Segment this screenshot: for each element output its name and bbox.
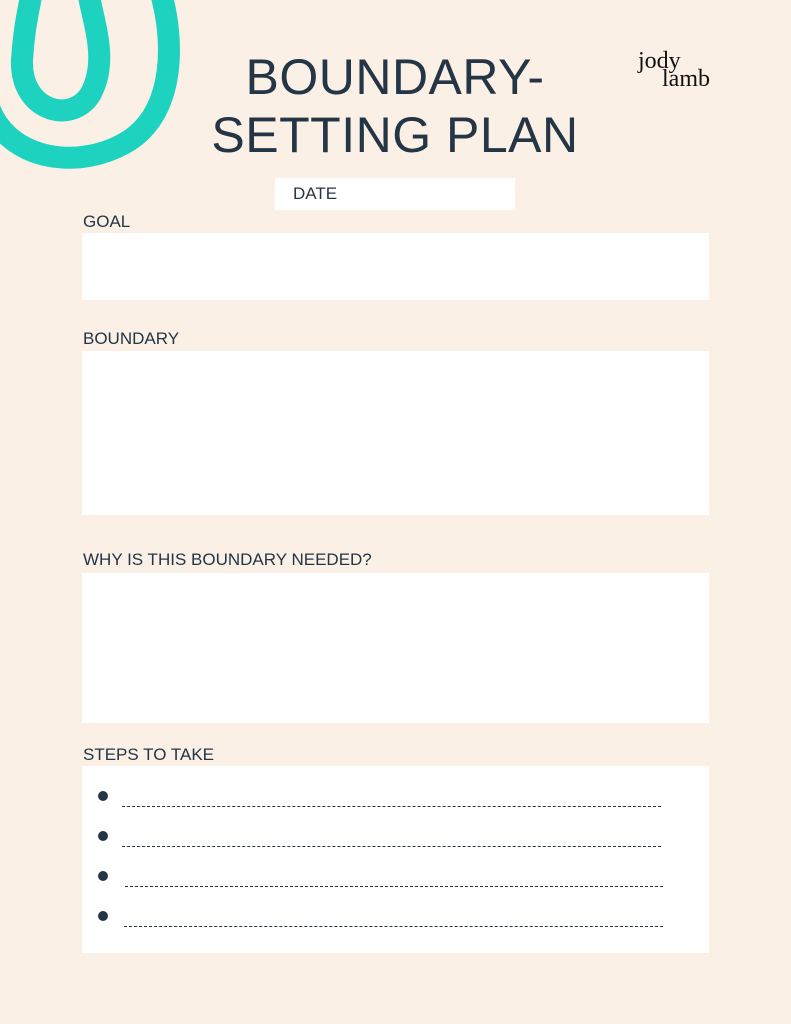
boundary-label: BOUNDARY xyxy=(83,329,180,348)
steps-label: STEPS TO TAKE xyxy=(83,745,215,764)
step-line xyxy=(122,806,661,807)
step-line xyxy=(122,846,661,847)
title-line-1: BOUNDARY- xyxy=(245,49,545,105)
page-title xyxy=(170,48,620,164)
why-field[interactable] xyxy=(82,573,709,723)
title-line-2: SETTING PLAN xyxy=(211,107,579,163)
bullet-icon xyxy=(98,871,108,881)
why-label: WHY IS THIS BOUNDARY NEEDED? xyxy=(83,550,372,569)
bullet-icon xyxy=(98,831,108,841)
step-line xyxy=(124,926,663,927)
logo-text-bottom: lamb xyxy=(662,66,710,92)
step-line xyxy=(125,886,663,887)
goal-field[interactable] xyxy=(82,233,709,300)
step-item-3[interactable] xyxy=(82,871,709,893)
date-field[interactable] xyxy=(275,178,515,210)
bullet-icon xyxy=(98,911,108,921)
logo-text-top: jody xyxy=(638,48,681,74)
steps-list xyxy=(82,766,709,953)
date-label: DATE xyxy=(293,184,338,203)
jody-lamb-logo xyxy=(636,44,736,92)
bullet-icon xyxy=(98,791,108,801)
step-item-1[interactable] xyxy=(82,791,709,813)
goal-label: GOAL xyxy=(83,212,131,231)
boundary-field[interactable] xyxy=(82,351,709,515)
step-item-2[interactable] xyxy=(82,831,709,853)
step-item-4[interactable] xyxy=(82,911,709,933)
